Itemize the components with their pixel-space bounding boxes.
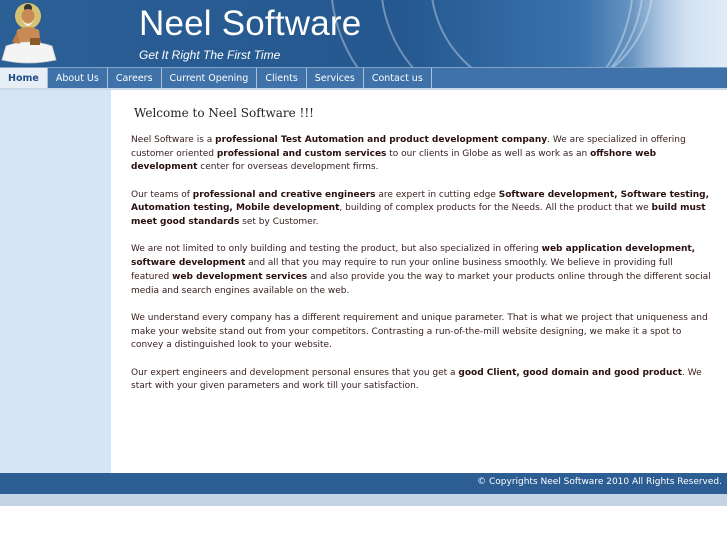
- nav-contact-us[interactable]: Contact us: [364, 68, 432, 88]
- text: center for overseas development firms.: [197, 162, 379, 173]
- content-body: [131, 134, 711, 408]
- text: We understand every company has a different requirement and unique parameter. That is what we project that uniqueness and make your website stand out from your competitors. Contrasting a run-of-the-mill website designing, we make it a spot to convey a distinguished look to your website.: [131, 312, 708, 351]
- emphasis: web application development, software development: [131, 244, 696, 269]
- emphasis: professional Test Automation and product development company: [215, 135, 548, 145]
- text: We are not limited to only building and testing the product, but also specialized in offering: [131, 244, 542, 255]
- text: , building of complex products for the Needs. All the product that we: [339, 203, 652, 214]
- header-decoration: [430, 0, 654, 67]
- site-title: Neel Software: [139, 4, 362, 43]
- paragraph-teams: [131, 189, 711, 230]
- nav-careers[interactable]: Careers: [108, 68, 162, 88]
- site-footer: [0, 473, 727, 494]
- welcome-heading: Welcome to Neel Software !!!: [134, 106, 315, 120]
- footer-strip: [0, 494, 727, 506]
- header-highlight: [632, 0, 727, 67]
- paragraph-satisfaction: [131, 367, 711, 394]
- text: Our teams of: [131, 189, 193, 200]
- copyright-text: © Copyrights Neel Software 2010 All Rights Reserved.: [477, 477, 722, 487]
- site-tagline: Get It Right The First Time: [139, 48, 281, 62]
- site-header: [0, 0, 727, 67]
- nav-home[interactable]: Home: [0, 68, 48, 88]
- text: . We start with your given parameters and work till your satisfaction.: [131, 367, 702, 392]
- paragraph-intro: [131, 134, 711, 175]
- main-content: [111, 90, 727, 473]
- emphasis: build must meet good standards: [131, 203, 706, 228]
- text: and also provide you the way to market your products online through the different social media and search engines available on the web.: [131, 271, 711, 296]
- text: and all that you may require to run your online business smoothly. We believe in providing full featured: [131, 258, 673, 282]
- paragraph-services: [131, 243, 711, 298]
- text: set by Customer.: [239, 217, 319, 228]
- paragraph-uniqueness: [131, 312, 711, 353]
- text: to our clients in Globe as well as work as an: [386, 148, 591, 159]
- emphasis: web development services: [172, 271, 308, 282]
- text: . We are specialized in offering customer oriented: [131, 135, 686, 159]
- nav-about-us[interactable]: About Us: [48, 68, 108, 88]
- emphasis: professional and custom services: [216, 148, 387, 159]
- emphasis: offshore web development: [131, 148, 657, 173]
- meditating-sage-logo-icon: [0, 2, 60, 65]
- text: Our expert engineers and development personal ensures that you get a: [131, 367, 459, 378]
- nav-services[interactable]: Services: [307, 68, 364, 88]
- text: are expert in cutting edge: [375, 189, 499, 200]
- emphasis: professional and creative engineers: [192, 189, 376, 200]
- nav-clients[interactable]: Clients: [257, 68, 306, 88]
- left-sidebar: [0, 90, 111, 473]
- nav-current-opening[interactable]: Current Opening: [162, 68, 258, 88]
- text: Neel Software is a: [131, 135, 216, 145]
- emphasis: Software development, Software testing, Automation testing, Mobile development: [131, 189, 710, 214]
- emphasis: good Client, good domain and good product: [458, 367, 683, 378]
- main-nav: [0, 67, 727, 90]
